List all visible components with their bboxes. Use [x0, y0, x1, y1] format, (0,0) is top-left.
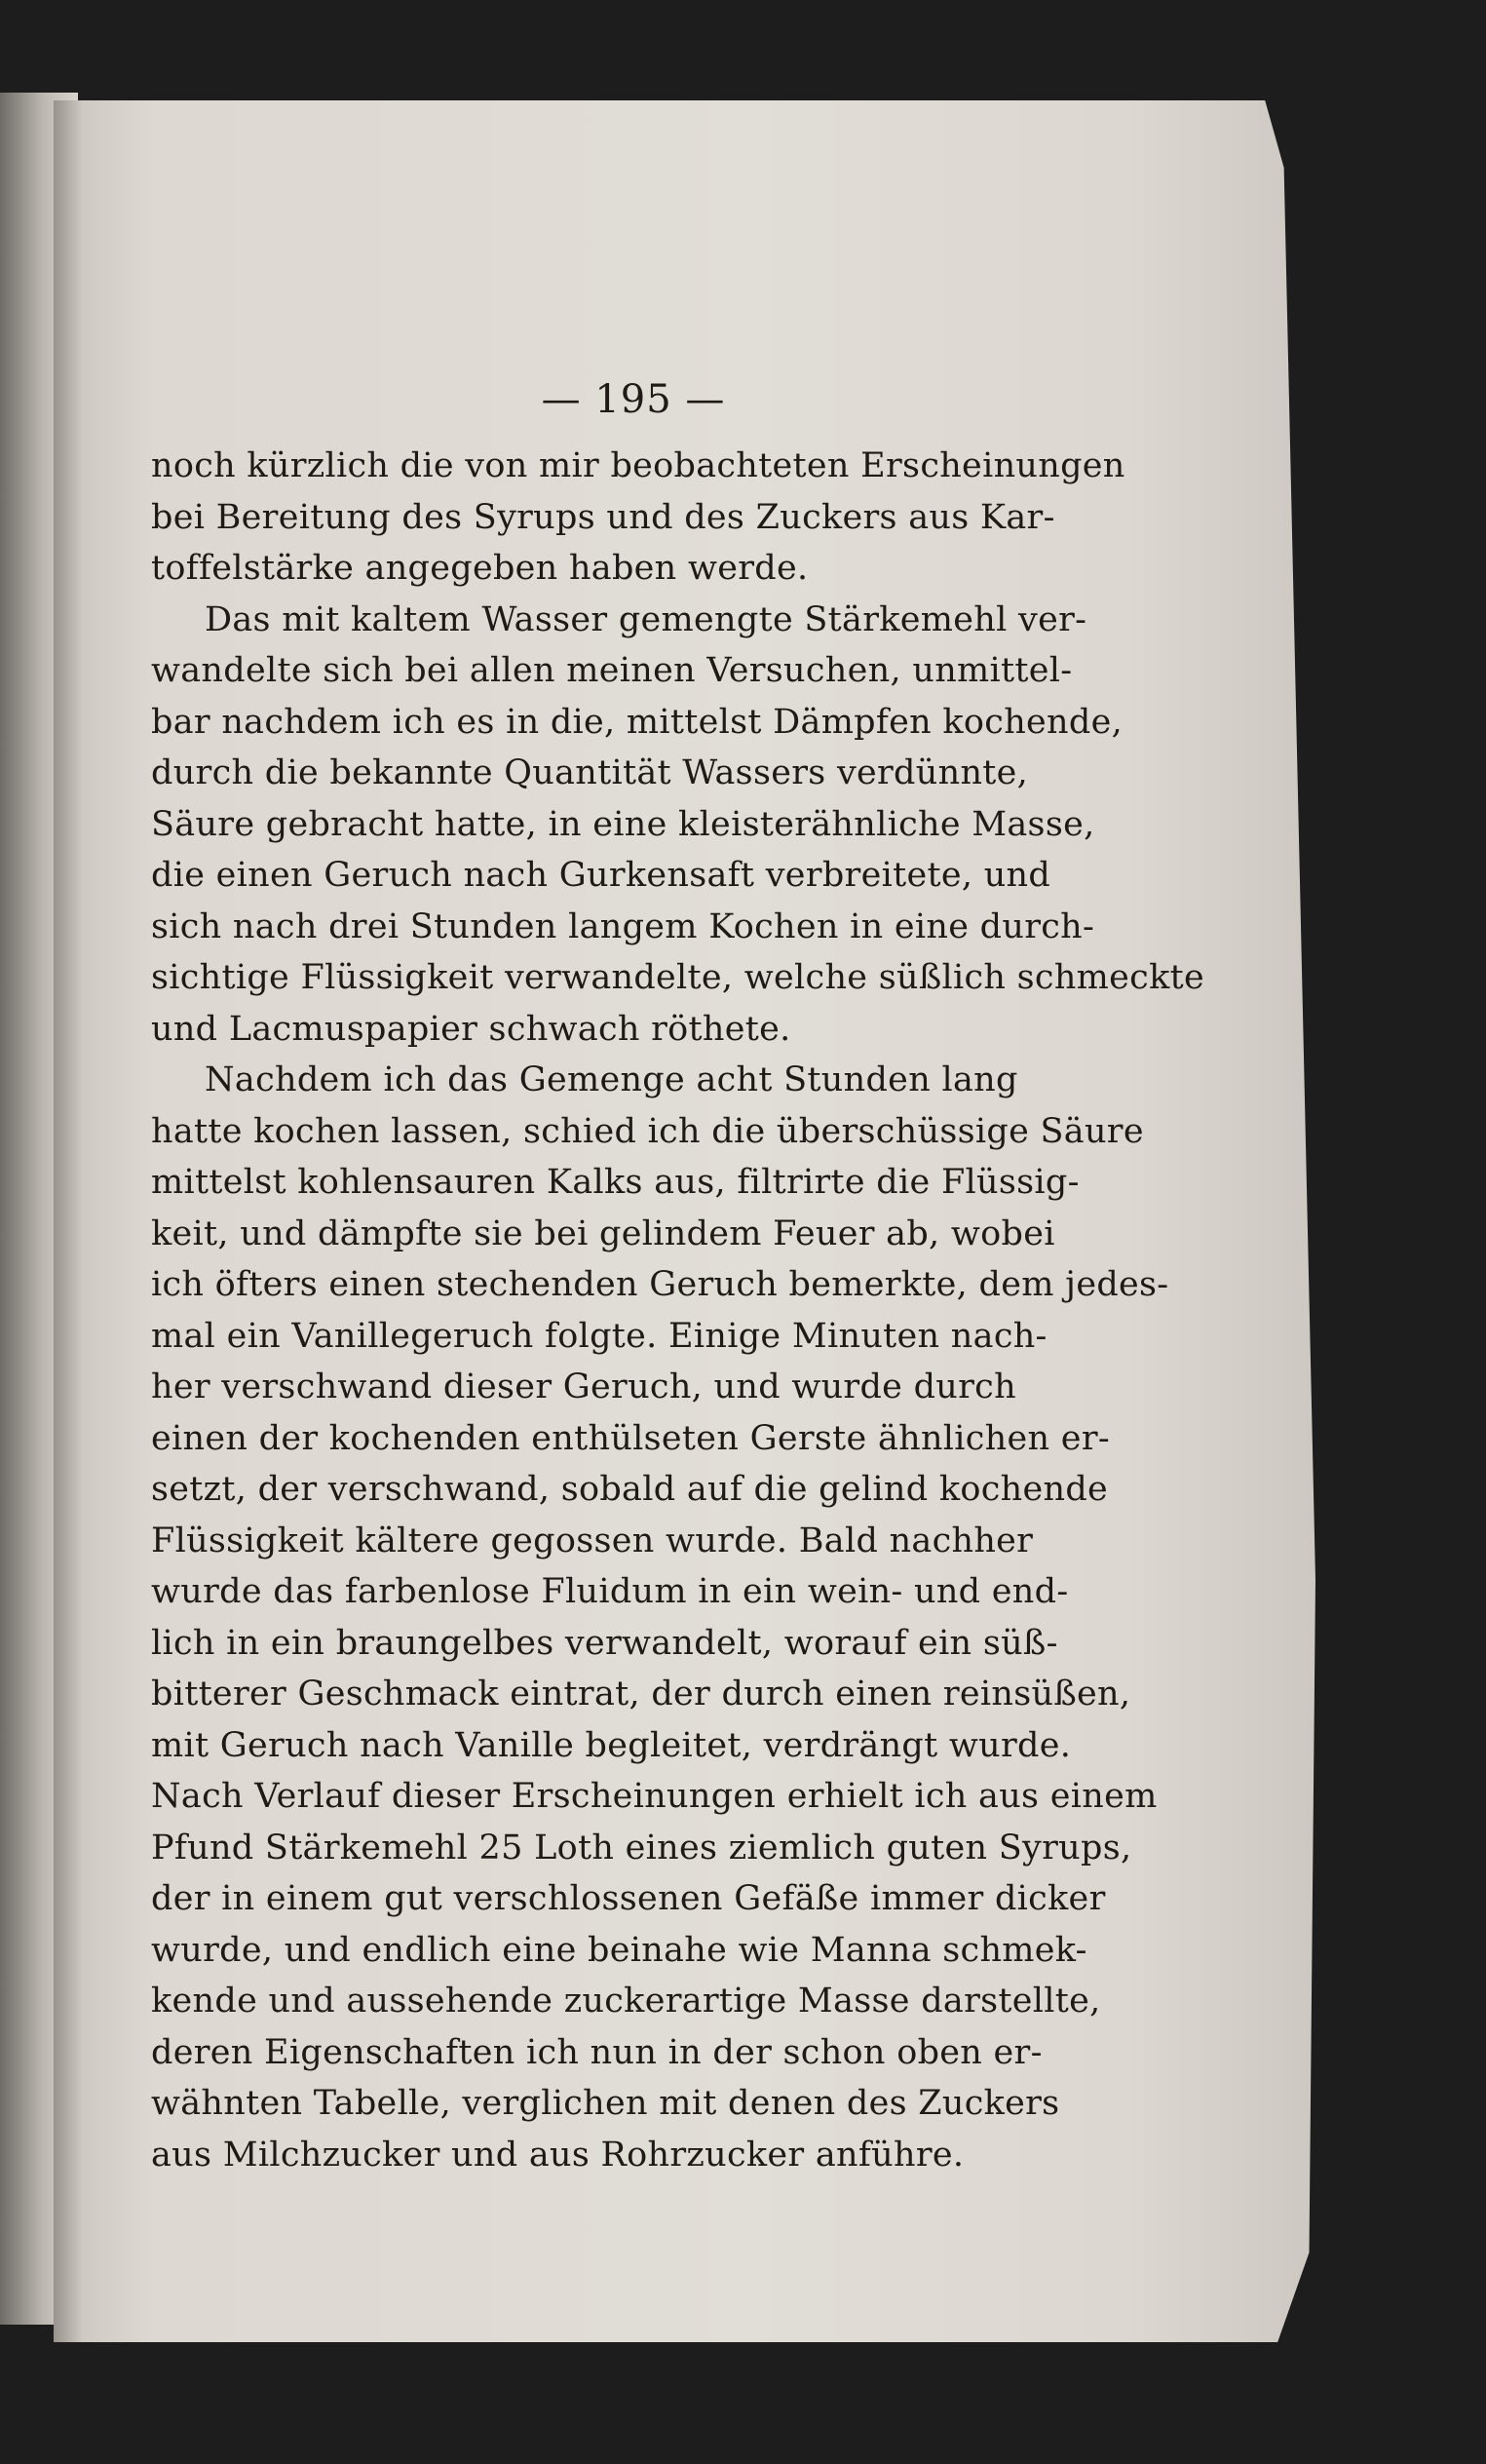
text-line: die einen Geruch nach Gurkensaft verbreitete, und [151, 856, 1051, 895]
text-line: wurde das farbenlose Fluidum in ein wein- und end- [151, 1572, 1069, 1611]
text-line: lich in ein braungelbes verwandelt, worauf ein süß- [151, 1623, 1058, 1663]
text-line: Säure gebracht hatte, in eine kleisterähnliche Masse, [151, 804, 1095, 844]
text-line: deren Eigenschaften ich nun in der schon oben er- [151, 2032, 1043, 2072]
text-line: bar nachdem ich es in die, mittelst Dämpfen kochende, [151, 702, 1124, 742]
text-line: sichtige Flüssigkeit verwandelte, welche süßlich schmeckte [151, 958, 1204, 997]
text-line: sich nach drei Stunden langem Kochen in eine durch- [151, 906, 1095, 946]
text-line: wandelte sich bei allen meinen Versuchen, unmittel- [151, 651, 1073, 690]
text-line: keit, und dämpfte sie bei gelindem Feuer ab, wobei [151, 1213, 1055, 1253]
text-line: Flüssigkeit kältere gegossen wurde. Bald nachher [151, 1521, 1034, 1560]
gutter-shadow [54, 100, 83, 2342]
text-line: aus Milchzucker und aus Rohrzucker anführe. [151, 2135, 965, 2175]
text-line: ich öfters einen stechenden Geruch bemerkte, dem jedes- [151, 1265, 1169, 1304]
text-line: Pfund Stärkemehl 25 Loth eines ziemlich guten Syrups, [151, 1828, 1132, 1867]
text-line: toffelstärke angegeben haben werde. [151, 549, 809, 588]
paragraph-start-line: Das mit kaltem Wasser gemengte Stärkemehl ver- [205, 599, 1087, 639]
text-line: hatte kochen lassen, schied ich die überschüssige Säure [151, 1111, 1144, 1151]
text-line: wähnten Tabelle, verglichen mit denen des Zuckers [151, 2084, 1060, 2123]
text-line: mittelst kohlensauren Kalks aus, filtrirte die Flüssig- [151, 1163, 1080, 1202]
text-line: kende und aussehende zuckerartige Masse darstellte, [151, 1982, 1101, 2021]
text-line: Nach Verlauf dieser Erscheinungen erhielt ich aus einem [151, 1777, 1158, 1816]
text-line: wurde, und endlich eine beinahe wie Manna schmek- [151, 1930, 1087, 1970]
text-line: her verschwand dieser Geruch, und wurde durch [151, 1367, 1016, 1406]
text-line: der in einem gut verschlossenen Gefäße immer dicker [151, 1879, 1106, 1918]
page-number: — 195 — [541, 377, 726, 422]
text-line: durch die bekannte Quantität Wassers verdünnte, [151, 753, 1029, 792]
text-line: bitterer Geschmack eintrat, der durch einen reinsüßen, [151, 1675, 1131, 1713]
text-line: mit Geruch nach Vanille begleitet, verdrängt wurde. [151, 1725, 1072, 1765]
text-line: einen der kochenden enthülseten Gerste ähnlichen er- [151, 1418, 1110, 1458]
text-line: und Lacmuspapier schwach röthete. [151, 1009, 791, 1049]
text-line: noch kürzlich die von mir beobachteten Erscheinungen [151, 446, 1125, 485]
text-line: mal ein Vanillegeruch folgte. Einige Minuten nach- [151, 1316, 1048, 1356]
page-text [151, 370, 1204, 2180]
paragraph-start-line: Nachdem ich das Gemenge acht Stunden lang [205, 1060, 1018, 1099]
text-line: setzt, der verschwand, sobald auf die gelind kochende [151, 1470, 1109, 1509]
text-line: bei Bereitung des Syrups und des Zuckers aus Kar- [151, 497, 1055, 537]
